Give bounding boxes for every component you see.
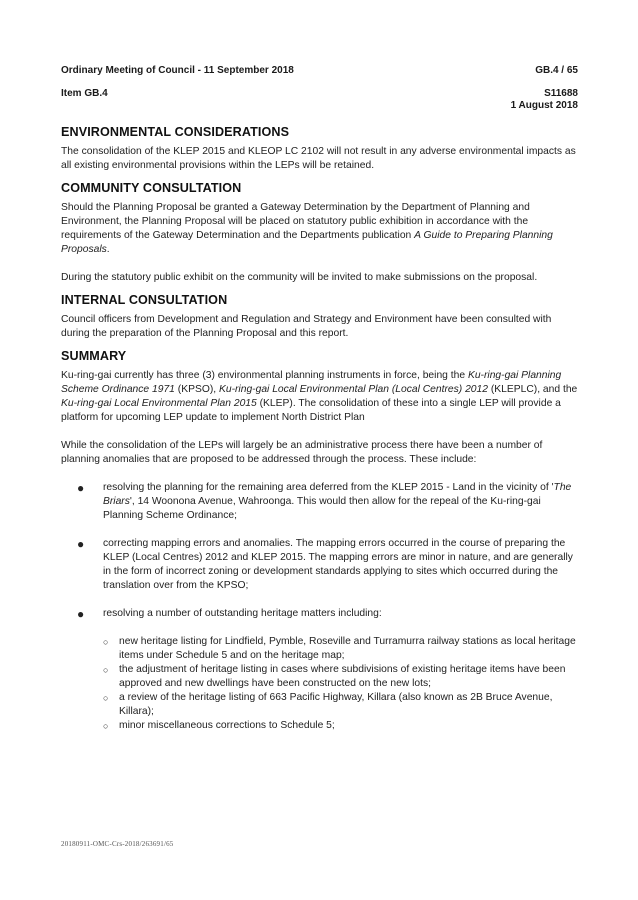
bullet-3-text: resolving a number of outstanding heritage matters including: [103, 608, 382, 619]
environmental-heading: ENVIRONMENTAL CONSIDERATIONS [61, 125, 290, 139]
guide-title: A Guide to Preparing Planning Proposals [61, 230, 553, 255]
community-paragraph-1 [61, 201, 578, 257]
bullet-icon: ● [77, 607, 85, 621]
environmental-text: The consolidation of the KLEP 2015 and KLEOP LC 2102 will not result in any adverse environmental impacts as all existing environmental provisions within the LEPs will be retained. [61, 146, 576, 171]
bullet-icon: ● [77, 537, 85, 551]
community-heading: COMMUNITY CONSULTATION [61, 181, 242, 195]
internal-section [61, 293, 578, 341]
page-reference: GB.4 / 65 [535, 65, 578, 76]
summary-heading: SUMMARY [61, 349, 127, 363]
circle-bullet-icon: ○ [103, 721, 109, 731]
circle-bullet-icon: ○ [103, 693, 109, 703]
kpso-title: Ku-ring-gai Planning Scheme Ordinance 1971 [61, 370, 562, 395]
summary-p1-a: Ku-ring-gai currently has three (3) environmental planning instruments in force, being the [61, 370, 468, 381]
summary-section [61, 349, 578, 733]
bullet-2-text: correcting mapping errors and anomalies. The mapping errors occurred in the course of preparing the KLEP (Local Centres) 2012 and KLEP 2015. The mapping errors are minor in nature, and are generally in the form of incorrect zoning or development standards applying to sites which occurred during the translation over from the KPSO; [103, 538, 573, 591]
list-item [61, 481, 578, 523]
item-number: Item GB.4 [61, 88, 108, 99]
summary-p1-g: (KLEP). The consolidation of these into a single LEP will provide a platform for upcoming LEP update to implement North District Plan [61, 398, 561, 423]
briars-name: The Briars [103, 482, 572, 507]
internal-text: Council officers from Development and Regulation and Strategy and Environment have been consulted with during the preparation of the Planning Proposal and this report. [61, 314, 552, 339]
internal-heading: INTERNAL CONSULTATION [61, 293, 228, 307]
community-paragraph-2: During the statutory public exhibit on the community will be invited to make submissions on the proposal. [61, 272, 538, 283]
reference-number: S11688 [544, 88, 578, 99]
sub-item-text: new heritage listing for Lindfield, Pymble, Roseville and Turramurra railway stations as local heritage items under Schedule 5 and on the heritage map; [119, 636, 576, 661]
bullet-icon: ● [77, 481, 85, 495]
kleplc-title: Ku-ring-gai Local Environmental Plan (Local Centres) 2012 [218, 384, 488, 395]
list-item [103, 691, 578, 719]
summary-paragraph-1 [61, 369, 578, 425]
report-body [61, 125, 578, 741]
heritage-sublist-wrap [103, 635, 578, 733]
sub-item-text: a review of the heritage listing of 663 Pacific Highway, Killara (also known as 2B Bruce Avenue, Killara); [119, 692, 553, 717]
community-p1-text: Should the Planning Proposal be granted a Gateway Determination by the Department of Planning and Environment, the Planning Proposal will be placed on statutory public exhibition in accordance with the requirements of the Gateway Determination and the Departments publication [61, 202, 530, 241]
circle-bullet-icon: ○ [103, 665, 109, 675]
sub-item-text: the adjustment of heritage listing in cases where subdivisions of existing heritage items have been approved and new dwellings have been constructed on the new lots; [119, 664, 566, 689]
heritage-sublist [103, 635, 578, 733]
list-item [61, 607, 578, 621]
bullet-1-c: ', 14 Woonona Avenue, Wahroonga. This would then allow for the repeal of the Ku-ring-gai Planning Scheme Ordinance; [103, 496, 541, 521]
list-item [103, 719, 578, 733]
meeting-title: Ordinary Meeting of Council - 11 September 2018 [61, 65, 294, 76]
circle-bullet-icon: ○ [103, 637, 109, 647]
summary-p1-e: (KLEPLC), and the [488, 384, 578, 395]
environmental-section [61, 125, 578, 173]
list-item [103, 663, 578, 691]
anomalies-list [61, 481, 578, 621]
report-date: 1 August 2018 [510, 100, 578, 111]
sub-item-text: minor miscellaneous corrections to Schedule 5; [119, 720, 335, 731]
klep-title: Ku-ring-gai Local Environmental Plan 2015 [61, 398, 257, 409]
document-footer-code: 20180911-OMC-Crs-2018/263691/65 [61, 840, 174, 848]
summary-p1-c: (KPSO), [174, 384, 219, 395]
list-item [61, 537, 578, 593]
summary-paragraph-2: While the consolidation of the LEPs will largely be an administrative process there have been a number of planning anomalies that are proposed to be addressed through the process. These include: [61, 440, 543, 465]
bullet-1-a: resolving the planning for the remaining area deferred from the KLEP 2015 - Land in the vicinity of ' [103, 482, 554, 493]
list-item [103, 635, 578, 663]
community-section [61, 181, 578, 285]
community-p1-end: . [106, 244, 110, 255]
